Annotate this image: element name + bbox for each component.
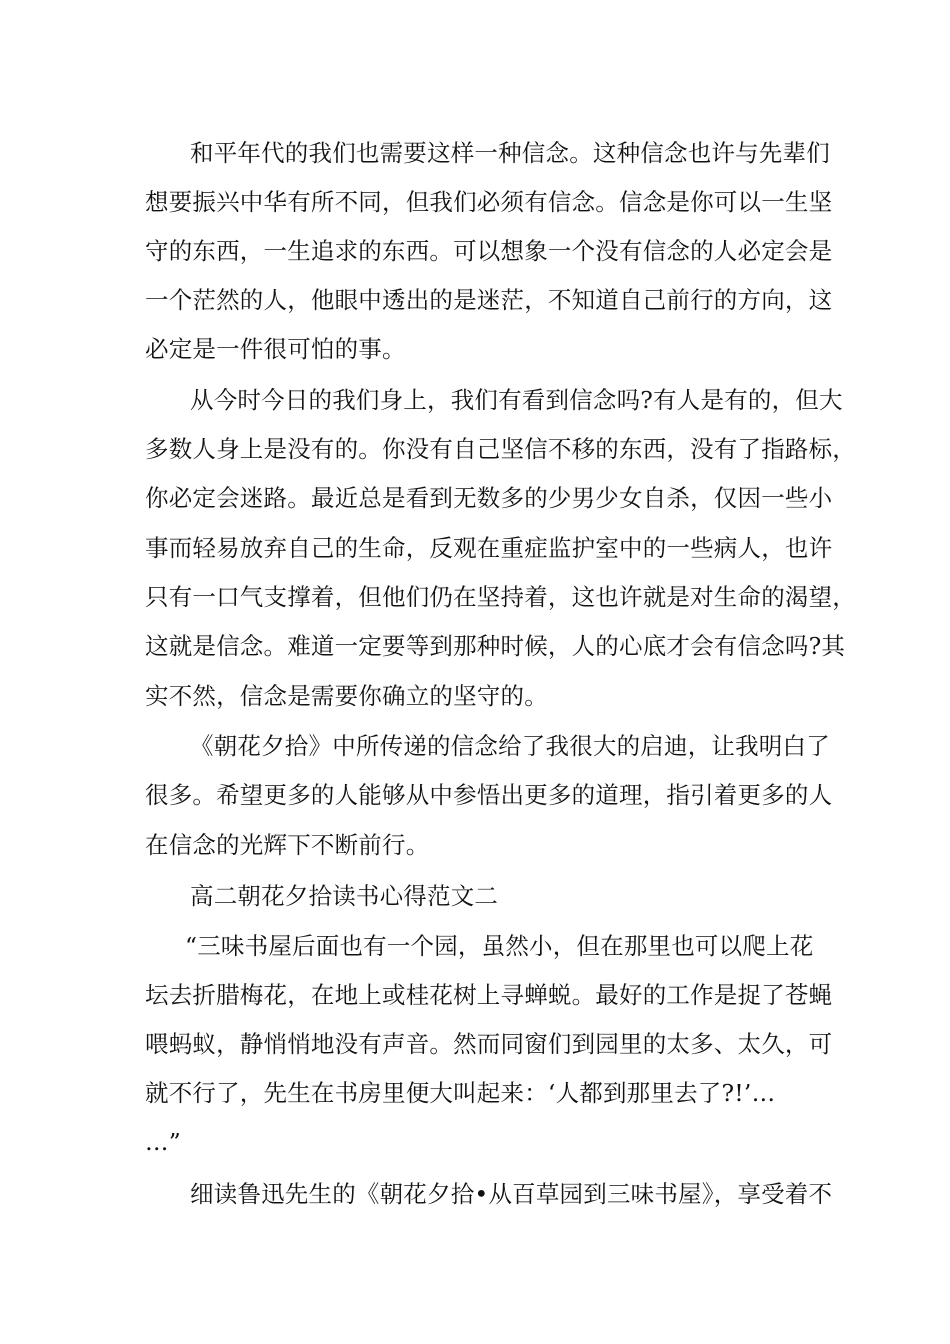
text-line: 多数人身上是没有的。你没有自己坚信不移的东西，没有了指路标， xyxy=(145,435,856,463)
text-line: 和平年代的我们也需要这样一种信念。这种信念也许与先辈们 xyxy=(190,139,830,167)
text-line: 事而轻易放弃自己的生命，反观在重症监护室中的一些病人，也许 xyxy=(145,534,833,562)
text-line: 只有一口气支撑着，但他们仍在坚持着，这也许就是对生命的渴望， xyxy=(145,583,856,611)
text-line: 喂蚂蚁，静悄悄地没有声音。然而同窗们到园里的太多、太久，可 xyxy=(145,1030,833,1058)
text-line: 实不然，信念是需要你确立的坚守的。 xyxy=(145,682,548,710)
text-line: 这就是信念。难道一定要等到那种时候，人的心底才会有信念吗?其 xyxy=(145,632,846,660)
text-line: 细读鲁迅先生的《朝花夕拾•从百草园到三味书屋》，享受着不 xyxy=(190,1180,833,1208)
text-line: …” xyxy=(145,1128,181,1156)
text-line: 在信念的光辉下不断前行。 xyxy=(145,831,430,859)
text-line: 必定是一件很可怕的事。 xyxy=(145,335,406,363)
text-line: “三味书屋后面也有一个园，虽然小，但在那里也可以爬上花 xyxy=(185,932,814,960)
section-heading: 高二朝花夕拾读书心得范文二 xyxy=(190,882,499,910)
text-line: 就不行了，先生在书房里便大叫起来：‘人都到那里去了?!’… xyxy=(145,1079,776,1107)
text-line: 很多。希望更多的人能够从中参悟出更多的道理，指引着更多的人 xyxy=(145,781,833,809)
text-line: 你必定会迷路。最近总是看到无数多的少男少女自杀，仅因一些小 xyxy=(145,484,833,512)
text-line: 守的东西，一生追求的东西。可以想象一个没有信念的人必定会是 xyxy=(145,237,833,265)
text-line: 坛去折腊梅花，在地上或桂花树上寻蝉蜕。最好的工作是捉了苍蝇 xyxy=(145,981,833,1009)
text-line: 一个茫然的人，他眼中透出的是迷茫，不知道自己前行的方向，这 xyxy=(145,286,833,314)
text-line: 《朝花夕拾》中所传递的信念给了我很大的启迪，让我明白了 xyxy=(190,732,830,760)
text-line: 从今时今日的我们身上，我们有看到信念吗?有人是有的，但大 xyxy=(190,386,843,414)
text-line: 想要振兴中华有所不同，但我们必须有信念。信念是你可以一生坚 xyxy=(145,188,833,216)
